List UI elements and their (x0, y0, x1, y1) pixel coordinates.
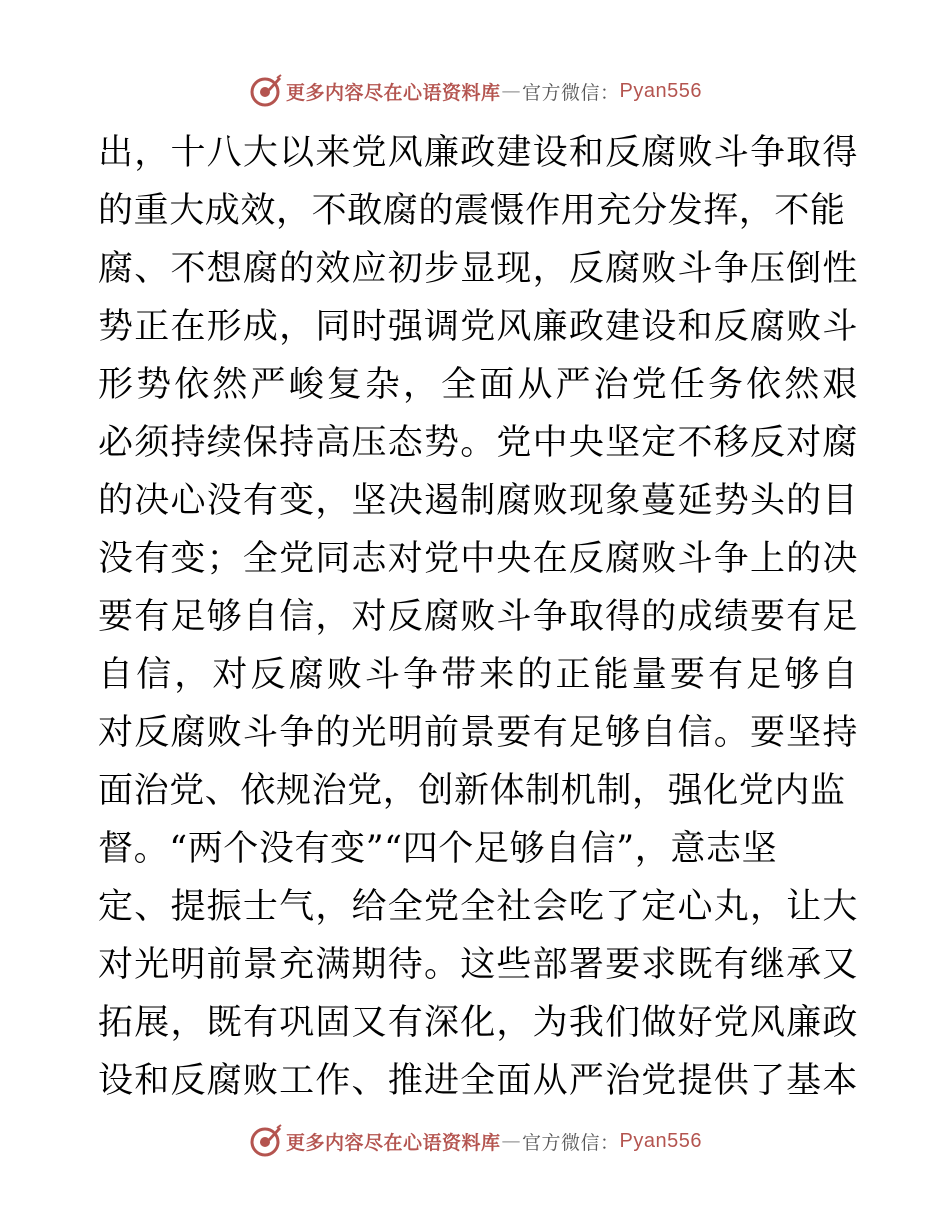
body-paragraph (98, 124, 858, 1110)
quill-circle-icon (248, 74, 282, 108)
text-line: 对光明前景充满期待。这些部署要求既有继承又 (98, 945, 858, 985)
text-line: 设和反腐败工作、推进全面从严治党提供了基本 (98, 1061, 858, 1101)
text-line: 形势依然严峻复杂，全面从严治党任务依然艰 (98, 365, 858, 405)
banner-brand: 更多内容尽在心语资料库 (286, 81, 501, 104)
footer-banner (0, 1121, 950, 1161)
text-line: 必须持续保持高压态势。党中央坚定不移反对腐 (98, 423, 858, 463)
text-line: 要有足够自信，对反腐败斗争取得的成绩要有足 (98, 597, 858, 637)
text-line: 出，十八大以来党风廉政建设和反腐败斗争取得 (98, 133, 858, 173)
text-line: 没有变；全党同志对党中央在反腐败斗争上的决 (98, 539, 858, 579)
quill-circle-icon (248, 1124, 282, 1158)
banner-wechat-label: 官方微信： (522, 81, 620, 104)
text-line: 势正在形成，同时强调党风廉政建设和反腐败斗 (98, 307, 858, 347)
banner-account: Pyan556 (619, 1129, 702, 1152)
text-line: 督。“两个没有变”“四个足够自信”，意志坚 (98, 829, 778, 869)
banner-account: Pyan556 (619, 79, 702, 102)
text-line: 拓展，既有巩固又有深化，为我们做好党风廉政 (98, 1003, 858, 1043)
banner-separator: — (501, 80, 522, 102)
banner-wechat-label: 官方微信： (522, 1131, 620, 1154)
text-line: 面治党、依规治党，创新体制机制，强化党内监 (98, 771, 846, 811)
header-banner (0, 71, 950, 111)
text-line: 定、提振士气，给全党全社会吃了定心丸，让大 (98, 887, 858, 927)
text-line: 的决心没有变，坚决遏制腐败现象蔓延势头的目 (98, 481, 858, 521)
banner-brand: 更多内容尽在心语资料库 (286, 1131, 501, 1154)
text-line: 的重大成效，不敢腐的震慑作用充分发挥，不能 (98, 191, 846, 231)
text-line: 腐、不想腐的效应初步显现，反腐败斗争压倒性 (98, 249, 858, 289)
banner-separator: — (501, 1130, 522, 1152)
text-line: 自信，对反腐败斗争带来的正能量要有足够自 (98, 655, 858, 695)
text-line: 对反腐败斗争的光明前景要有足够自信。要坚持 (98, 713, 858, 753)
